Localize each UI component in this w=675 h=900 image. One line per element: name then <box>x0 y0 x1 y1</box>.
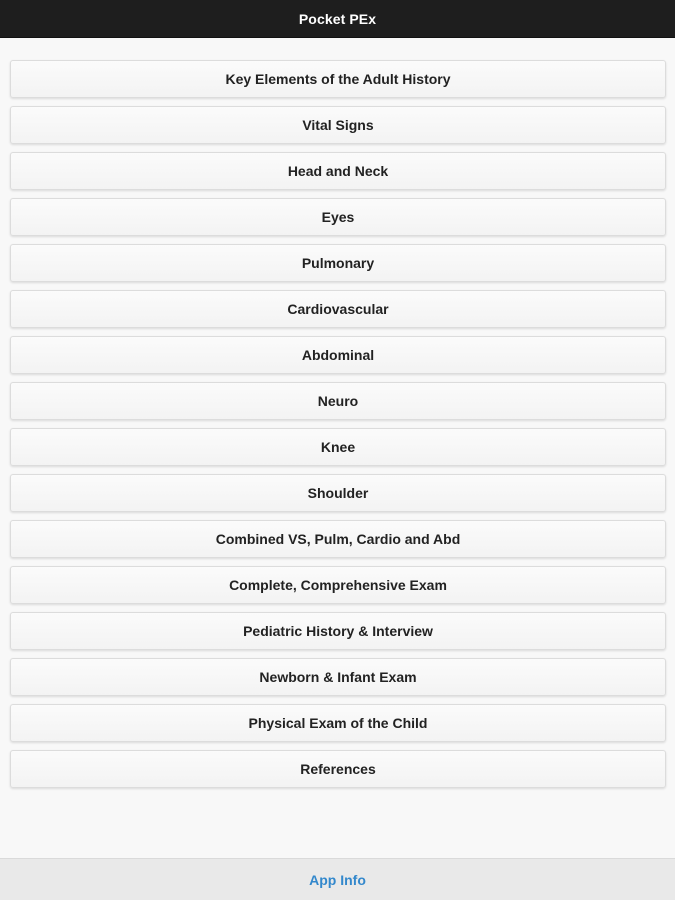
menu-item-comprehensive-exam[interactable] <box>10 566 666 604</box>
menu-item-references[interactable] <box>10 750 666 788</box>
page-title: Pocket PEx <box>298 10 377 27</box>
menu-item-label: Pediatric History & Interview <box>243 623 433 639</box>
menu-item-label: Vital Signs <box>302 117 374 133</box>
menu-item-combined-exam[interactable] <box>10 520 666 558</box>
menu-item-knee[interactable] <box>10 428 666 466</box>
menu-item-head-and-neck[interactable] <box>10 152 666 190</box>
menu-item-label: Head and Neck <box>287 163 389 179</box>
menu-item-label: Shoulder <box>307 485 369 501</box>
menu-item-label: Newborn & Infant Exam <box>259 669 417 685</box>
menu-item-label: Complete, Comprehensive Exam <box>229 577 447 593</box>
app-header <box>0 0 675 38</box>
menu-item-pediatric-history[interactable] <box>10 612 666 650</box>
menu-item-adult-history[interactable] <box>10 60 666 98</box>
menu-item-cardiovascular[interactable] <box>10 290 666 328</box>
menu-item-neuro[interactable] <box>10 382 666 420</box>
app-footer <box>0 858 675 900</box>
menu-item-shoulder[interactable] <box>10 474 666 512</box>
exam-menu-list <box>10 60 666 796</box>
menu-item-label: References <box>300 761 376 777</box>
menu-item-label: Key Elements of the Adult History <box>225 71 451 87</box>
menu-item-label: Neuro <box>317 393 359 409</box>
menu-item-eyes[interactable] <box>10 198 666 236</box>
app-info-link[interactable]: App Info <box>309 871 366 888</box>
menu-item-label: Physical Exam of the Child <box>248 715 428 731</box>
menu-item-label: Combined VS, Pulm, Cardio and Abd <box>215 531 461 547</box>
menu-item-label: Cardiovascular <box>287 301 389 317</box>
menu-item-label: Eyes <box>321 209 355 225</box>
menu-item-label: Abdominal <box>301 347 375 363</box>
menu-item-child-exam[interactable] <box>10 704 666 742</box>
menu-item-pulmonary[interactable] <box>10 244 666 282</box>
menu-item-newborn-infant-exam[interactable] <box>10 658 666 696</box>
menu-item-label: Knee <box>320 439 356 455</box>
menu-item-label: Pulmonary <box>301 255 375 271</box>
menu-item-vital-signs[interactable] <box>10 106 666 144</box>
menu-item-abdominal[interactable] <box>10 336 666 374</box>
